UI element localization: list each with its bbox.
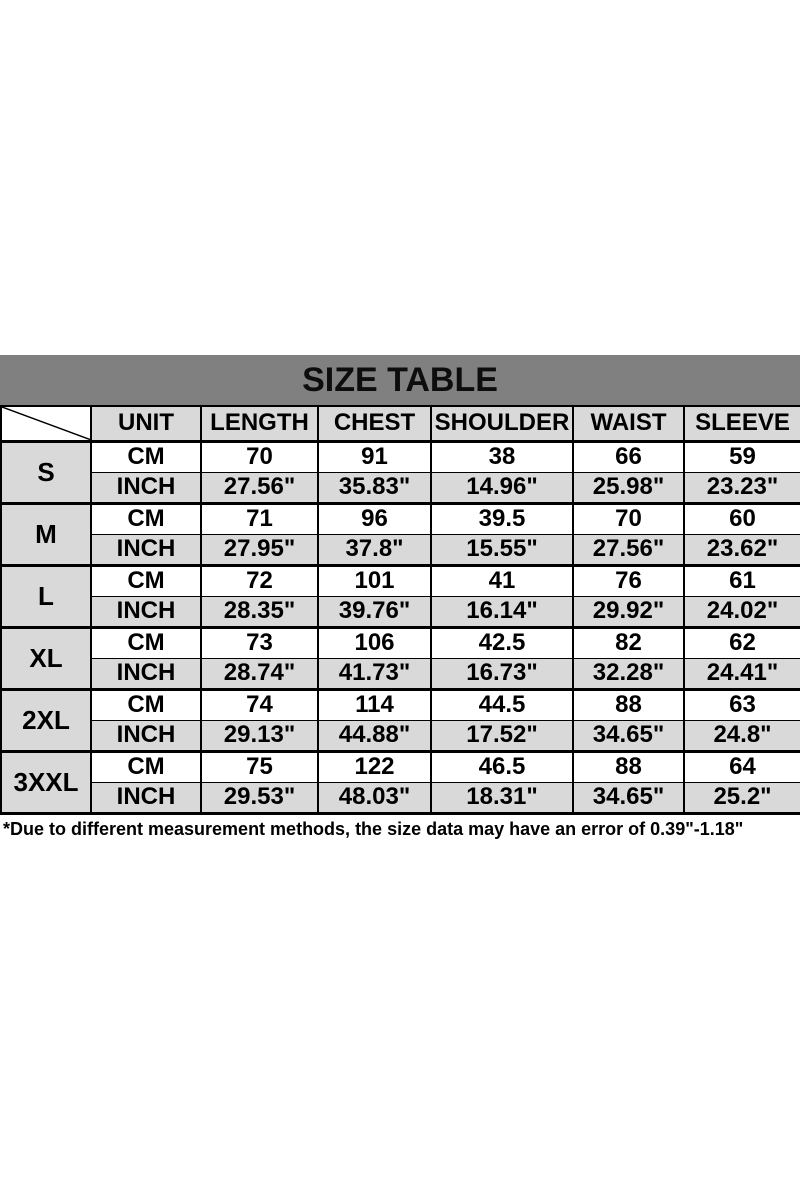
diagonal-header-cell — [1, 406, 91, 441]
measurement-cell: 28.35" — [201, 596, 318, 627]
measurement-cell: 14.96" — [431, 472, 573, 503]
measurement-cell: 64 — [684, 751, 800, 782]
measurement-cell: 35.83" — [318, 472, 431, 503]
measurement-cell: 73 — [201, 627, 318, 658]
measurement-cell: 16.73" — [431, 658, 573, 689]
row-2xl-inch — [1, 720, 800, 751]
measurement-cell: 63 — [684, 689, 800, 720]
measurement-cell: 37.8" — [318, 534, 431, 565]
unit-cell-cm: CM — [91, 565, 201, 596]
measurement-cell: 70 — [201, 441, 318, 472]
row-m-cm — [1, 503, 800, 534]
measurement-cell: 39.76" — [318, 596, 431, 627]
size-table — [0, 405, 800, 815]
column-header-shoulder: SHOULDER — [431, 406, 573, 441]
measurement-cell: 23.62" — [684, 534, 800, 565]
size-chart-sheet — [0, 355, 800, 840]
unit-cell-inch: INCH — [91, 596, 201, 627]
size-label-xl: XL — [1, 627, 91, 689]
measurement-cell: 70 — [573, 503, 684, 534]
measurement-cell: 96 — [318, 503, 431, 534]
unit-cell-inch: INCH — [91, 720, 201, 751]
measurement-cell: 72 — [201, 565, 318, 596]
measurement-cell: 15.55" — [431, 534, 573, 565]
measurement-cell: 25.98" — [573, 472, 684, 503]
measurement-cell: 32.28" — [573, 658, 684, 689]
unit-cell-inch: INCH — [91, 534, 201, 565]
measurement-cell: 122 — [318, 751, 431, 782]
unit-cell-cm: CM — [91, 689, 201, 720]
measurement-cell: 41 — [431, 565, 573, 596]
size-label-m: M — [1, 503, 91, 565]
unit-cell-inch: INCH — [91, 782, 201, 813]
measurement-cell: 44.88" — [318, 720, 431, 751]
row-l-inch — [1, 596, 800, 627]
measurement-error-footnote: *Due to different measurement methods, the size data may have an error of 0.39"-1.18" — [3, 818, 744, 839]
row-xl-inch — [1, 658, 800, 689]
measurement-cell: 34.65" — [573, 782, 684, 813]
row-m-inch — [1, 534, 800, 565]
column-header-sleeve: SLEEVE — [684, 406, 800, 441]
measurement-cell: 88 — [573, 751, 684, 782]
measurement-cell: 114 — [318, 689, 431, 720]
measurement-cell: 61 — [684, 565, 800, 596]
unit-cell-inch: INCH — [91, 658, 201, 689]
size-label-3xxl: 3XXL — [1, 751, 91, 813]
measurement-cell: 71 — [201, 503, 318, 534]
row-l-cm — [1, 565, 800, 596]
measurement-cell: 62 — [684, 627, 800, 658]
measurement-cell: 18.31" — [431, 782, 573, 813]
measurement-cell: 66 — [573, 441, 684, 472]
measurement-cell: 29.13" — [201, 720, 318, 751]
row-s-inch — [1, 472, 800, 503]
row-3xxl-inch — [1, 782, 800, 813]
measurement-cell: 34.65" — [573, 720, 684, 751]
measurement-cell: 106 — [318, 627, 431, 658]
measurement-cell: 29.53" — [201, 782, 318, 813]
measurement-cell: 39.5 — [431, 503, 573, 534]
measurement-cell: 25.2" — [684, 782, 800, 813]
measurement-cell: 82 — [573, 627, 684, 658]
measurement-cell: 48.03" — [318, 782, 431, 813]
diagonal-line-icon — [2, 407, 90, 440]
measurement-cell: 38 — [431, 441, 573, 472]
measurement-cell: 59 — [684, 441, 800, 472]
measurement-cell: 24.41" — [684, 658, 800, 689]
measurement-cell: 24.8" — [684, 720, 800, 751]
measurement-cell: 75 — [201, 751, 318, 782]
size-table-title: SIZE TABLE — [302, 360, 498, 399]
size-label-s: S — [1, 441, 91, 503]
measurement-cell: 44.5 — [431, 689, 573, 720]
measurement-cell: 42.5 — [431, 627, 573, 658]
unit-cell-inch: INCH — [91, 472, 201, 503]
measurement-cell: 41.73" — [318, 658, 431, 689]
column-header-waist: WAIST — [573, 406, 684, 441]
column-header-unit: UNIT — [91, 406, 201, 441]
unit-cell-cm: CM — [91, 627, 201, 658]
size-label-2xl: 2XL — [1, 689, 91, 751]
column-header-length: LENGTH — [201, 406, 318, 441]
measurement-cell: 27.95" — [201, 534, 318, 565]
unit-cell-cm: CM — [91, 503, 201, 534]
size-table-title-bar — [0, 355, 800, 405]
measurement-cell: 27.56" — [201, 472, 318, 503]
measurement-cell: 74 — [201, 689, 318, 720]
row-3xxl-cm — [1, 751, 800, 782]
row-2xl-cm — [1, 689, 800, 720]
measurement-cell: 76 — [573, 565, 684, 596]
measurement-cell: 16.14" — [431, 596, 573, 627]
measurement-cell: 101 — [318, 565, 431, 596]
size-label-l: L — [1, 565, 91, 627]
measurement-cell: 27.56" — [573, 534, 684, 565]
measurement-cell: 46.5 — [431, 751, 573, 782]
measurement-cell: 91 — [318, 441, 431, 472]
unit-cell-cm: CM — [91, 751, 201, 782]
measurement-cell: 29.92" — [573, 596, 684, 627]
row-xl-cm — [1, 627, 800, 658]
column-header-chest: CHEST — [318, 406, 431, 441]
header-row — [1, 406, 800, 441]
measurement-cell: 23.23" — [684, 472, 800, 503]
row-s-cm — [1, 441, 800, 472]
measurement-cell: 88 — [573, 689, 684, 720]
measurement-cell: 60 — [684, 503, 800, 534]
measurement-cell: 17.52" — [431, 720, 573, 751]
measurement-cell: 24.02" — [684, 596, 800, 627]
measurement-cell: 28.74" — [201, 658, 318, 689]
unit-cell-cm: CM — [91, 441, 201, 472]
